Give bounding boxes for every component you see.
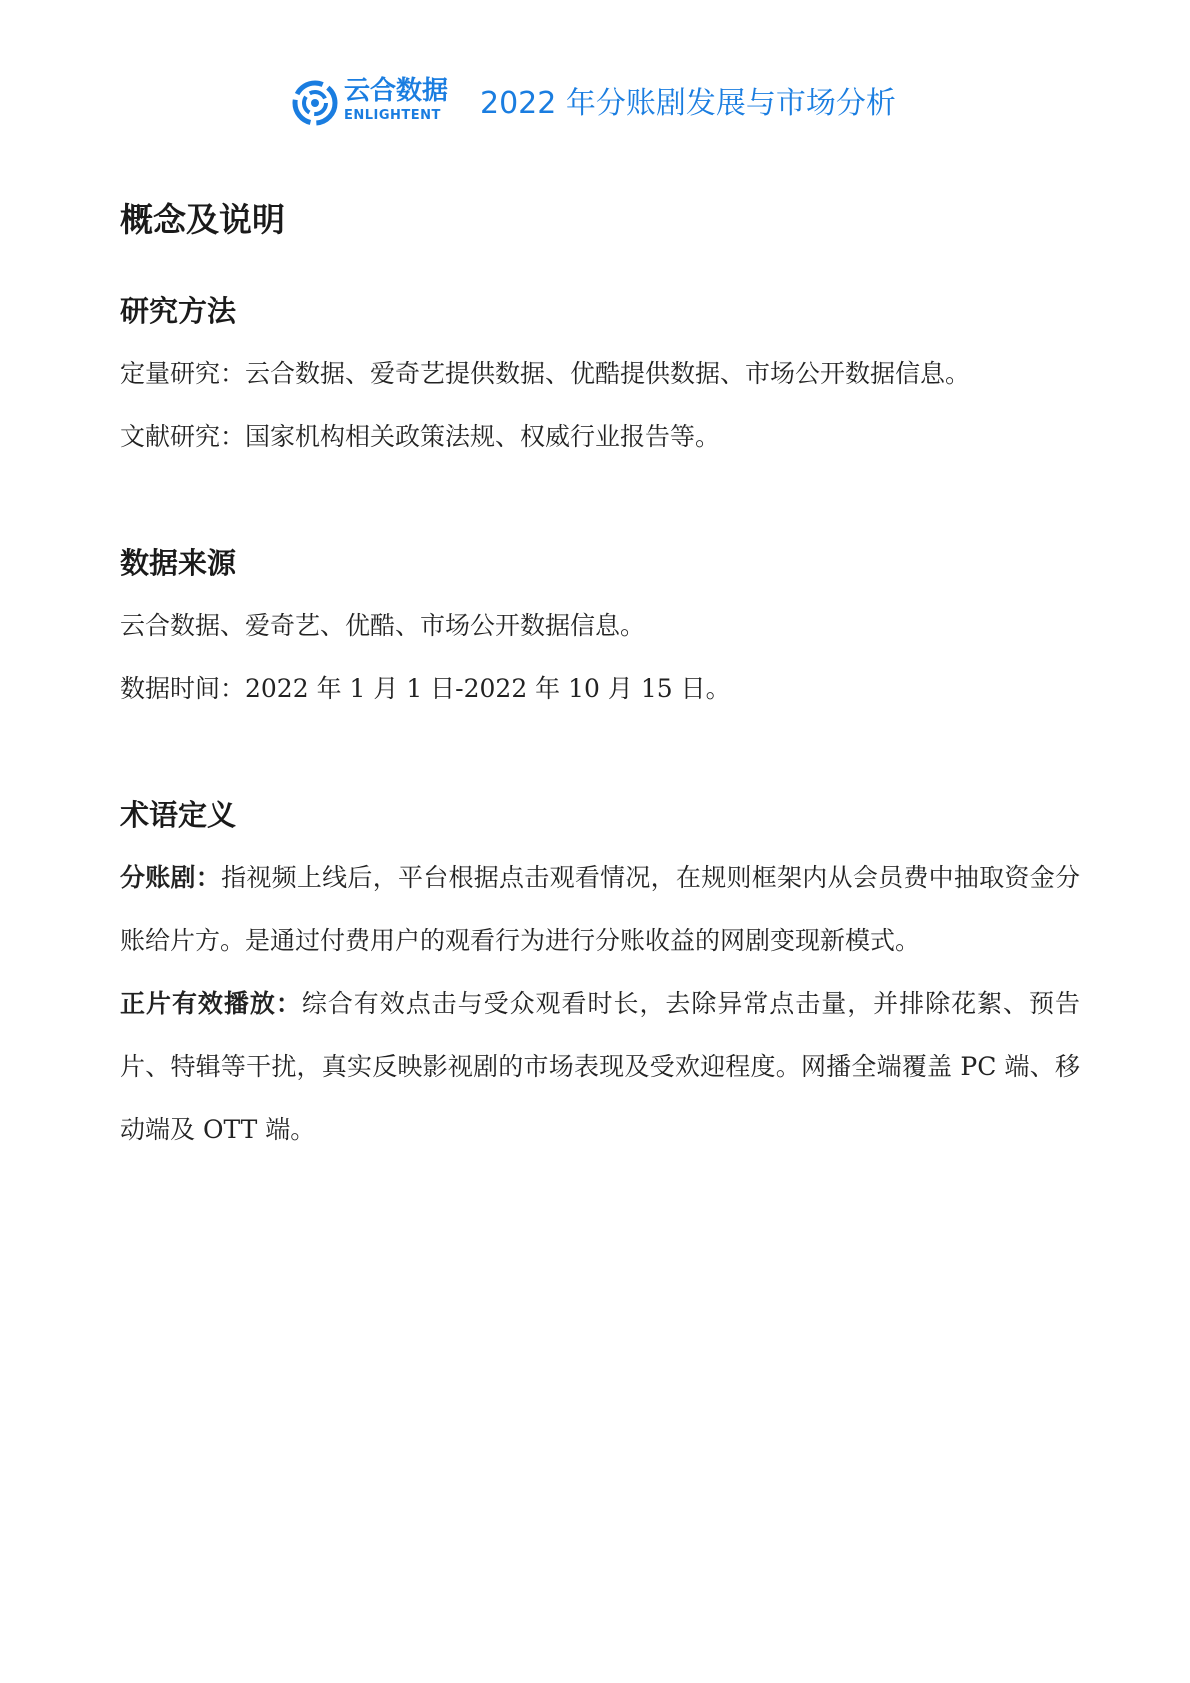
research-method-section: [120, 280, 1080, 468]
source-line-providers: 云合数据、爱奇艺、优酷、市场公开数据信息。: [120, 611, 646, 640]
term-definition: 综合有效点击与受众观看时长，去除异常点击量，并排除花絮、预告片、特辑等干扰，真实反映影视剧的市场表现及受欢迎程度。网播全端覆盖 PC 端、移动端及 OTT 端。: [120, 989, 1080, 1144]
source-line-period: 数据时间：2022 年 1 月 1 日-2022 年 10 月 15 日。: [120, 674, 731, 703]
section-title-method: 研究方法: [120, 294, 237, 328]
logo-chinese-name: 云合数据: [344, 76, 449, 106]
term-label: 正片有效播放：: [120, 989, 302, 1018]
term-label: 分账剧：: [120, 863, 222, 892]
method-line-quantitative: 定量研究：云合数据、爱奇艺提供数据、优酷提供数据、市场公开数据信息。: [120, 359, 971, 388]
section-title-source: 数据来源: [120, 546, 237, 580]
term-definition: 指视频上线后，平台根据点击观看情况，在规则框架内从会员费中抽取资金分账给片方。是通过付费用户的观看行为进行分账收益的网剧变现新模式。: [120, 863, 1080, 955]
enlightent-logo-icon: [292, 80, 338, 126]
method-line-literature: 文献研究：国家机构相关政策法规、权威行业报告等。: [120, 422, 721, 451]
term-item-revenue-share-drama: [120, 846, 1080, 972]
page-header: [0, 68, 1190, 138]
page-content: [120, 190, 1080, 1161]
report-title: 2022 年分账剧发展与市场分析: [480, 86, 896, 121]
data-source-section: [120, 532, 1080, 720]
section-title-terms: 术语定义: [120, 798, 237, 832]
logo-english-name: ENLIGHTENT: [344, 108, 441, 123]
term-item-effective-play: [120, 972, 1080, 1161]
term-definition-section: [120, 784, 1080, 1161]
page-title: 概念及说明: [120, 200, 285, 239]
